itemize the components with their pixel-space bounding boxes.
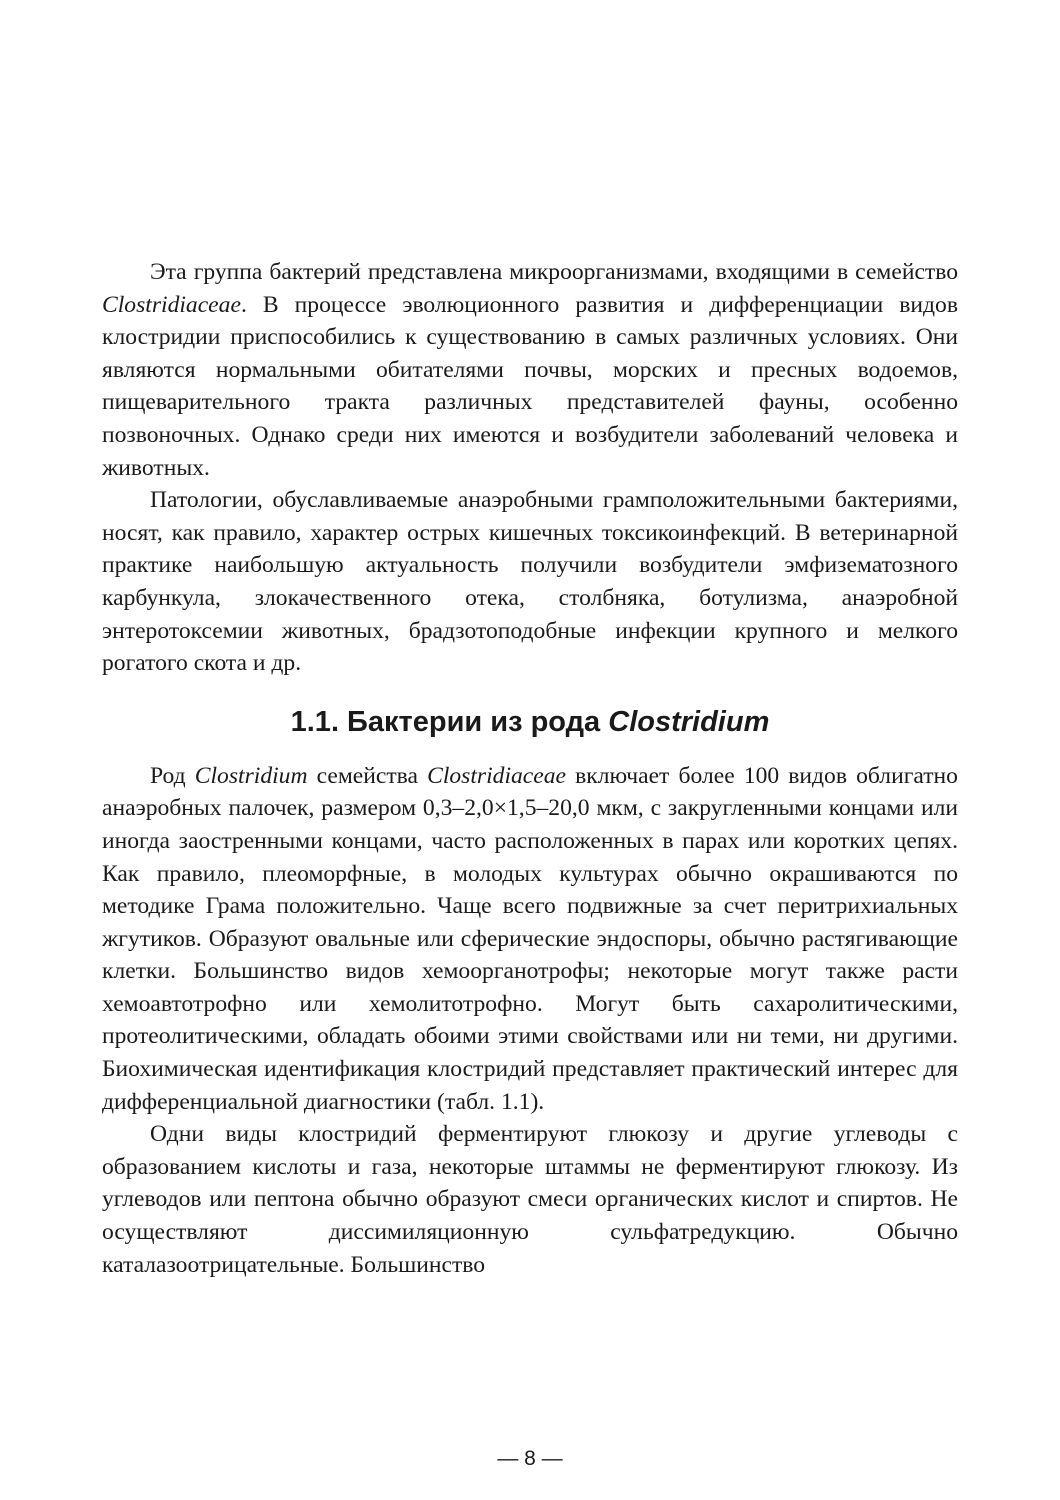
heading-text: 1.1. Бактерии из рода bbox=[290, 705, 609, 738]
paragraph-text: . В процессе эволюционного развития и дифференциации видов клостридии приспособились к существованию в самых различных условиях. Они являются нормальными обитателями почвы, морских и пресных водоемов, пищеварительного тракта различных представителей фауны, особенно позвоночных. Однако среди них имеются и возбудители заболеваний человека и животных. bbox=[102, 291, 958, 481]
paragraph-text: Патологии, обуславливаемые анаэробными грамположительными бактериями, носят, как правило, характер острых кишечных токсикоинфекций. В ветеринарной практике наибольшую актуальность получили возбудители эмфизематозного карбункула, злокачественного отека, столбняка, ботулизма, анаэробной энтеротоксемии животных, брадзотоподобные инфекции крупного и мелкого рогатого скота и др. bbox=[102, 487, 958, 677]
family-name-clostridiaceae: Clostridiaceae bbox=[427, 762, 567, 789]
paragraph-text: включает более 100 видов облигатно анаэробных палочек, размером 0,3–2,0×1,5–20,0 мкм, с закругленными концами или иногда заостренными концами, часто расположенных в парах или коротких цепях. Как правило, плеоморфные, в молодых культурах обычно окрашиваются по методике Грама положительно. Чаще всего подвижные за счет перитрихиальных жгутиков. Образуют овальные или сферические эндоспоры, обычно растягивающие клетки. Большинство видов хемоорганотрофы; некоторые могут также расти хемоавтотрофно или хемолитотрофно. Могут быть сахаролитическими, протеолитическими, обладать обоими этими свойствами или ни теми, ни другими. Биохимическая идентификация клостридий представляет практический интерес для дифференциальной диагностики (табл. 1.1). bbox=[102, 762, 958, 1115]
paragraph-fermentation bbox=[102, 1118, 958, 1281]
section-heading bbox=[102, 704, 958, 740]
genus-name-clostridium: Clostridium bbox=[194, 762, 308, 789]
paragraph-genus-description bbox=[102, 760, 958, 1119]
page-body bbox=[102, 256, 958, 1281]
page-number: — 8 — bbox=[497, 1447, 563, 1470]
paragraph-pathologies bbox=[102, 484, 958, 680]
paragraph-text: Род bbox=[150, 762, 195, 789]
paragraph-text: Эта группа бактерий представлена микроорганизмами, входящими в семейство bbox=[150, 259, 958, 285]
heading-genus-name: Clostridium bbox=[608, 705, 770, 738]
paragraph-text: Одни виды клостридий ферментируют глюкозу и другие углеводы с образованием кислоты и газа, некоторые штаммы не ферментируют глюкозу. Из углеводов или пептона обычно образуют смеси органических кислот и спиртов. Не осуществляют диссимиляционную сульфатредукцию. Обычно каталазоотрицательные. Большинство bbox=[102, 1121, 958, 1278]
paragraph-text: семейства bbox=[307, 762, 428, 789]
family-name-clostridiaceae: Clostridiaceae bbox=[102, 291, 241, 318]
paragraph-intro bbox=[102, 256, 958, 484]
